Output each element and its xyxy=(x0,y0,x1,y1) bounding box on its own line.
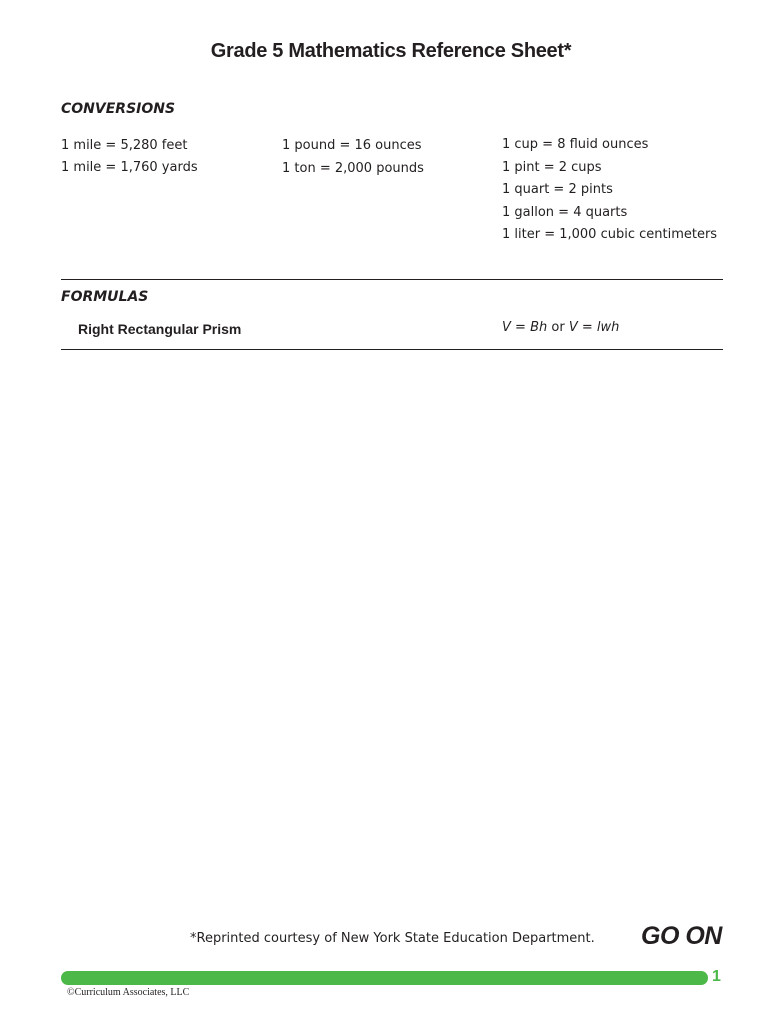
conversion-item: 1 mile = 5,280 feet xyxy=(61,138,188,153)
section-divider xyxy=(61,279,723,280)
formulas-heading: FORMULAS xyxy=(61,289,149,305)
go-on-label: GO ON xyxy=(641,922,722,950)
formula-name: Right Rectangular Prism xyxy=(78,321,242,337)
weight-conversions xyxy=(282,134,424,180)
page-title: Grade 5 Mathematics Reference Sheet* xyxy=(210,40,572,62)
conversion-item: 1 ton = 2,000 pounds xyxy=(282,161,424,176)
conversion-item: 1 pound = 16 ounces xyxy=(282,138,422,153)
formula-connector: or xyxy=(547,320,569,335)
conversion-item: 1 liter = 1,000 cubic centimeters xyxy=(502,227,718,242)
conversion-item: 1 pint = 2 cups xyxy=(502,159,602,175)
conversion-item: 1 gallon = 4 quarts xyxy=(502,204,628,220)
conversion-item: 1 mile = 1,760 yards xyxy=(61,160,198,175)
section-divider xyxy=(61,349,723,350)
formula-operator: = xyxy=(510,320,531,335)
copyright: ©Curriculum Associates, LLC xyxy=(67,987,190,998)
footer-bar xyxy=(61,971,708,985)
formula-operator: = xyxy=(577,320,597,335)
formula-variable: V xyxy=(568,320,578,335)
footnote: *Reprinted courtesy of New York State Education Department. xyxy=(190,931,595,946)
conversion-item: 1 quart = 2 pints xyxy=(502,182,613,197)
formula-term: lwh xyxy=(596,320,620,335)
length-conversions xyxy=(61,135,198,179)
formula-term: Bh xyxy=(530,320,548,335)
formula-expression xyxy=(502,320,619,335)
conversions-heading: CONVERSIONS xyxy=(61,101,176,117)
capacity-conversions xyxy=(502,134,717,247)
conversion-item: 1 cup = 8 fluid ounces xyxy=(502,137,649,152)
page-number: 1 xyxy=(712,968,721,985)
formula-variable: V xyxy=(502,320,511,335)
